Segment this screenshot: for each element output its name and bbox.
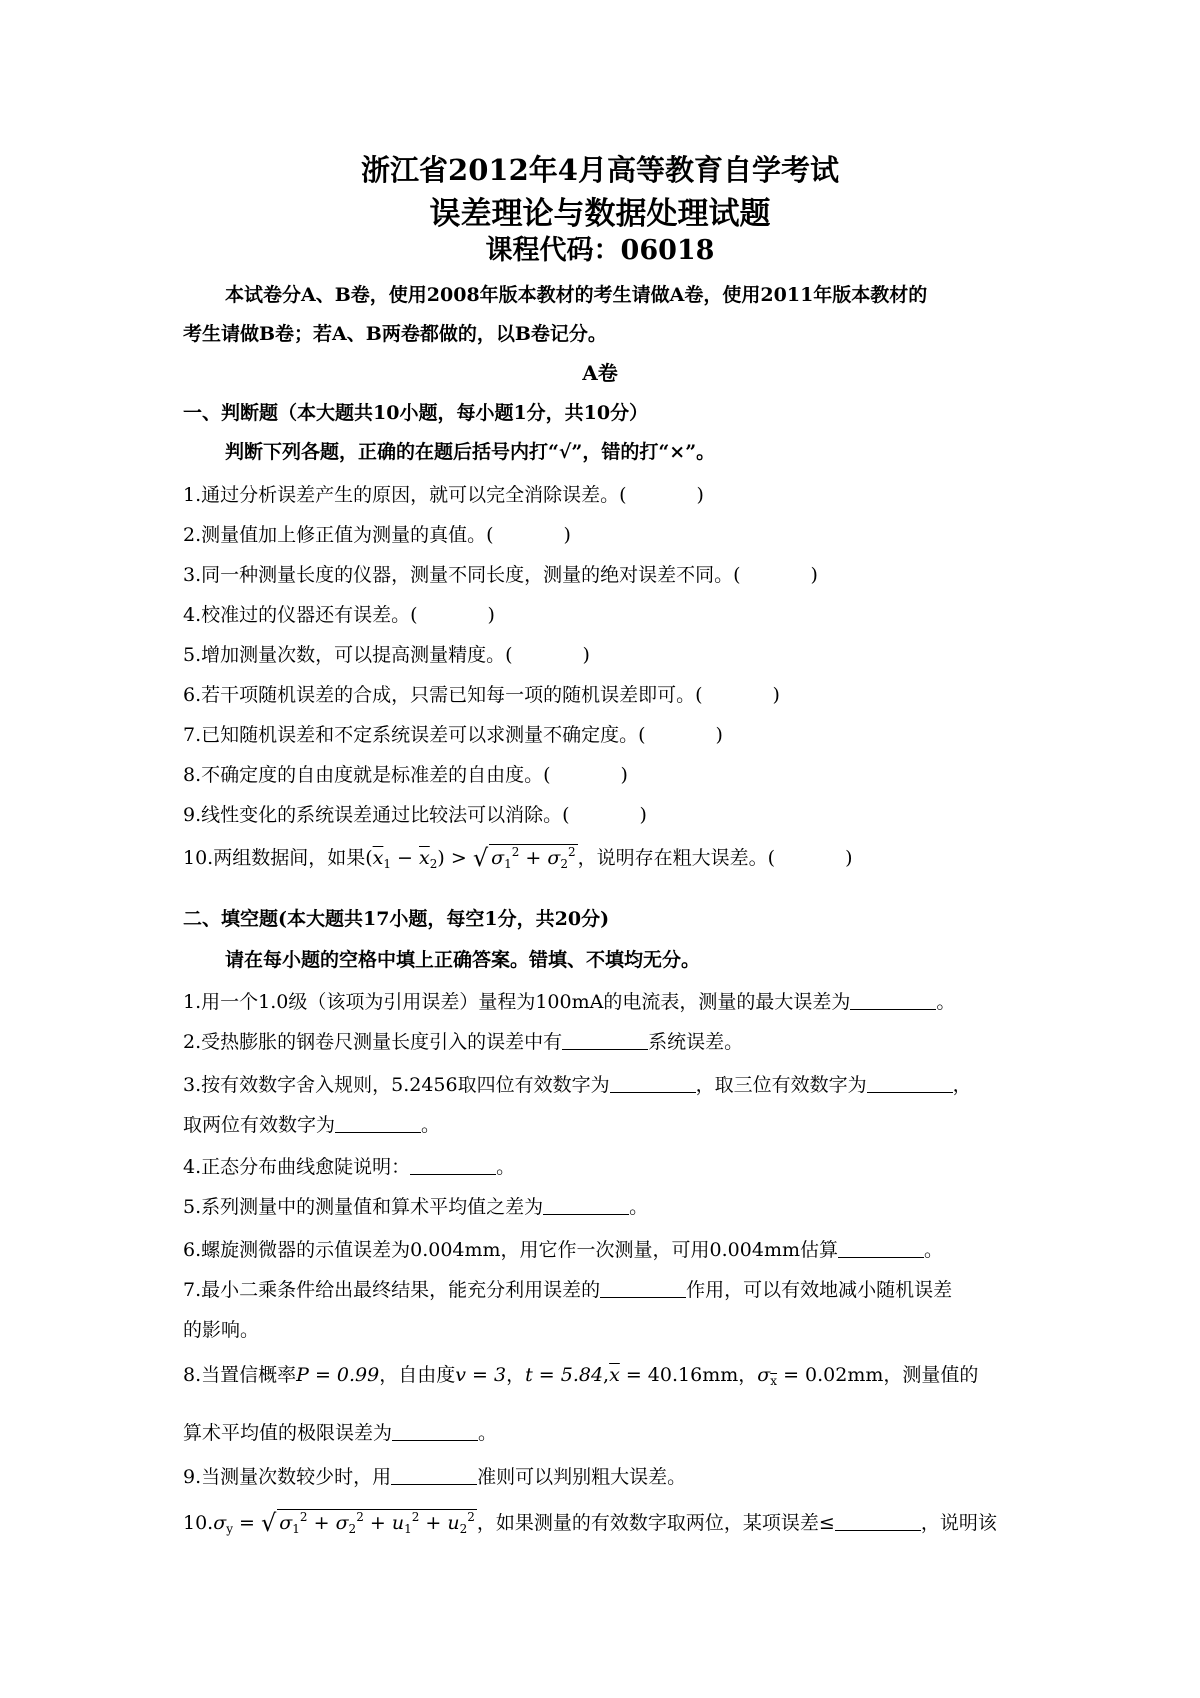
- intro-line-1: 本试卷分A、B卷，使用2008年版本教材的考生请做A卷，使用2011年版本教材的: [225, 284, 928, 306]
- tf-item-10: 10.两组数据间，如果$(\overline{x}_1 - \overline{x}_2)$ > √ $\sigma_1^2 + \sigma_2^2$ ，说明存在粗大误差。( ): [183, 844, 853, 872]
- fill-item-5: 5.系列测量中的测量值和算术平均值之差为 。: [183, 1196, 649, 1218]
- answer-blank: [562, 1048, 648, 1050]
- fill-item-1: 1.用一个1.0级（该项为引用误差）量程为100mA的电流表，测量的最大误差为 。: [183, 991, 956, 1013]
- fill-item-3-cont: 取两位有效数字为 。: [183, 1114, 441, 1136]
- answer-blank: [391, 1483, 477, 1485]
- answer-blank: [335, 1131, 421, 1133]
- answer-blank: [850, 1008, 936, 1010]
- answer-blank: [610, 1091, 696, 1093]
- formula-sigma-value: = 0.02mm: [783, 1364, 884, 1386]
- answer-blank: [543, 1213, 629, 1215]
- answer-blank: [600, 1296, 686, 1298]
- fill-item-2: 2.受热膨胀的钢卷尺测量长度引入的误差中有 系统误差。: [183, 1031, 744, 1053]
- answer-blank: [392, 1439, 478, 1441]
- answer-blank: [410, 1173, 496, 1175]
- formula-sigma-mean: $\sigma_{\overline{x}}$: [757, 1364, 778, 1388]
- formula-t: t = 5.84: [525, 1364, 604, 1386]
- tf-item-5: 5.增加测量次数，可以提高测量精度。( ): [183, 644, 590, 666]
- section1-instruction: 判断下列各题，正确的在题后括号内打“√”，错的打“×”。: [225, 441, 716, 463]
- tf-item-6: 6.若干项随机误差的合成，只需已知每一项的随机误差即可。( ): [183, 684, 780, 706]
- tf-item-9: 9.线性变化的系统误差通过比较法可以消除。( ): [183, 804, 647, 826]
- tf-item-8: 8.不确定度的自由度就是标准差的自由度。( ): [183, 764, 628, 786]
- fill-item-6: 6.螺旋测微器的示值误差为0.004mm，用它作一次测量，可用0.004mm估算 。: [183, 1239, 943, 1261]
- course-title: 误差理论与数据处理试题: [429, 196, 771, 232]
- formula-sigma-y: $\sigma_y$ = √ $\sigma_1^2 + \sigma_2^2 + u_1^2 + u_2^2$: [213, 1509, 475, 1537]
- tf-item-1: 1.通过分析误差产生的原因，就可以完全消除误差。( ): [183, 484, 704, 506]
- intro-line-2: 考生请做B卷；若A、B两卷都做的，以B卷记分。: [183, 323, 607, 345]
- tf-item-3: 3.同一种测量长度的仪器，测量不同长度，测量的绝对误差不同。( ): [183, 564, 818, 586]
- tf-item-7: 7.已知随机误差和不定系统误差可以求测量不确定度。( ): [183, 724, 723, 746]
- formula-dof: v = 3: [455, 1364, 507, 1386]
- fill-item-8-cont: 算术平均值的极限误差为 。: [183, 1422, 498, 1444]
- formula-mean: $\overline{x} = 40.16mm$: [609, 1364, 739, 1386]
- fill-item-3: 3.按有效数字舍入规则，5.2456取四位有效数字为 ，取三位有效数字为 ，: [183, 1074, 972, 1096]
- section1-heading: 一、判断题（本大题共10小题，每小题1分，共10分）: [183, 402, 649, 424]
- fill-item-7-cont: 的影响。: [183, 1319, 260, 1341]
- tf-item-2: 2.测量值加上修正值为测量的真值。( ): [183, 524, 571, 546]
- fill-item-7: 7.最小二乘条件给出最终结果，能充分利用误差的 作用，可以有效地减小随机误差: [183, 1279, 953, 1301]
- answer-blank: [838, 1256, 924, 1258]
- fill-item-4: 4.正态分布曲线愈陡说明： 。: [183, 1156, 516, 1178]
- answer-blank: [867, 1091, 953, 1093]
- fill-item-10: $10.\sigma_y$ = √ $\sigma_1^2 + \sigma_2^2 + u_1^2 + u_2^2$ ，如果测量的有效数字取两位，某项误差≤ ，说明该: [183, 1509, 997, 1537]
- paper-a-label: A卷: [582, 361, 618, 385]
- tf-item-4: 4.校准过的仪器还有误差。( ): [183, 604, 495, 626]
- fill-item-8: 8.当置信概率P = 0.99，自由度v = 3，$t = 5.84,\overline{x} = 40.16mm$，$\sigma_{\overline{x}} = 0.02mm$，测量值的: [183, 1364, 979, 1388]
- course-code: 课程代码：06018: [485, 235, 715, 266]
- formula-confidence: P = 0.99: [296, 1364, 380, 1386]
- exam-title: 浙江省2012年4月高等教育自学考试: [361, 153, 839, 187]
- answer-blank: [835, 1529, 921, 1531]
- fill-item-9: 9.当测量次数较少时，用 准则可以判别粗大误差。: [183, 1466, 687, 1488]
- section2-instruction: 请在每小题的空格中填上正确答案。错填、不填均无分。: [225, 949, 701, 971]
- section2-heading: 二、填空题(本大题共17小题，每空1分，共20分): [183, 908, 610, 930]
- formula-mean-difference: $(\overline{x}_1 - \overline{x}_2)$ > √ $\sigma_1^2 + \sigma_2^2$: [365, 844, 576, 872]
